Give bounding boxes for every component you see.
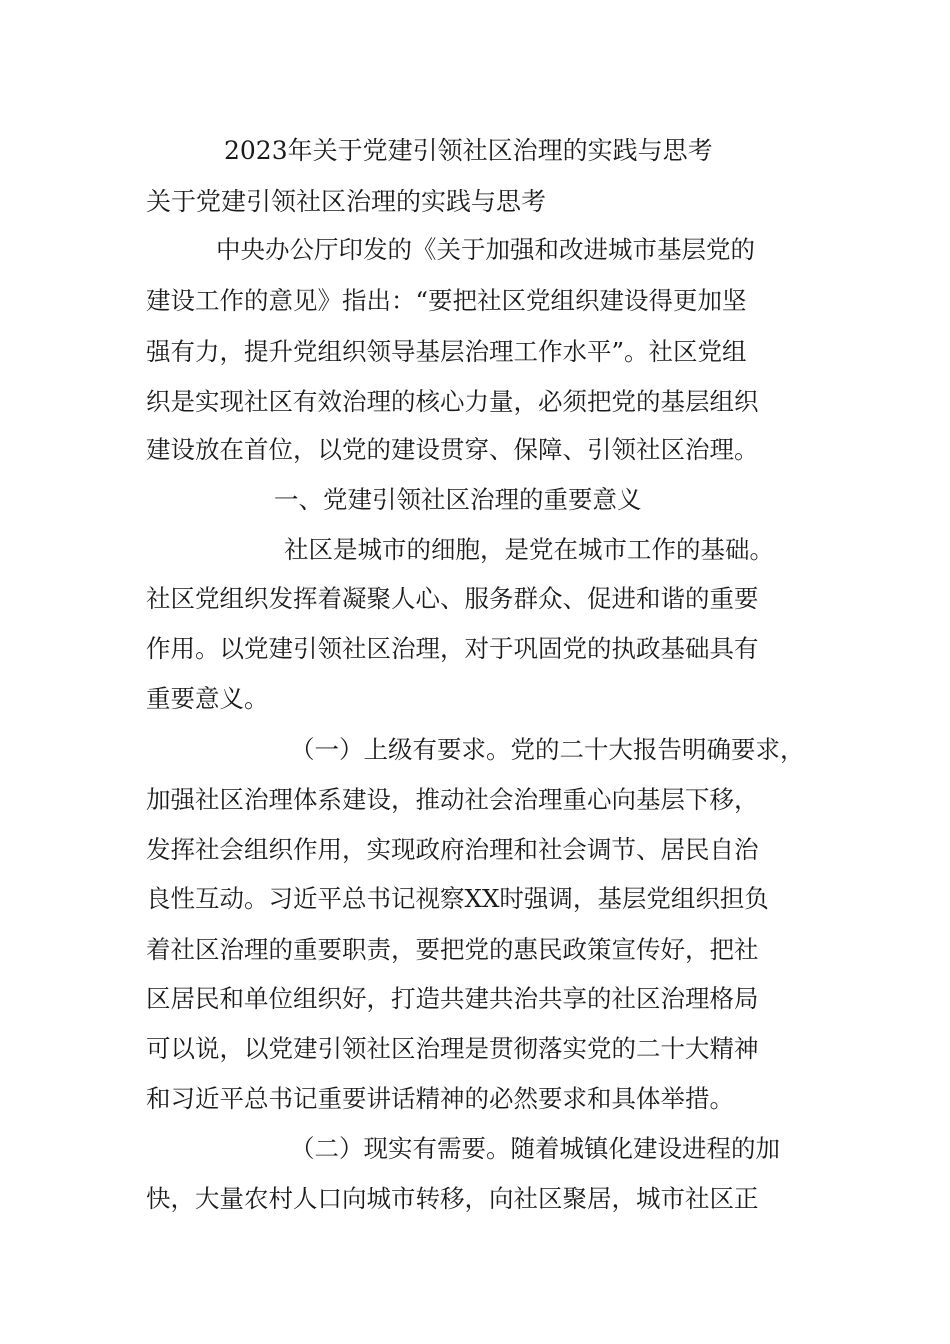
paragraph-line: 强有力，提升党组织领导基层治理工作水平”。社区党组	[146, 337, 747, 366]
paragraph-line: 可以说，以党建引领社区治理是贯彻落实党的二十大精神	[146, 1034, 759, 1063]
paragraph-line: 发挥社会组织作用，实现政府治理和社会调节、居民自治	[146, 835, 759, 864]
paragraph-line: 良性互动。习近平总书记视察XX时强调，基层党组织担负	[146, 884, 769, 913]
paragraph-line: 和习近平总书记重要讲话精神的必然要求和具体举措。	[146, 1084, 734, 1113]
paragraph-line: 作用。以党建引领社区治理，对于巩固党的执政基础具有	[146, 634, 759, 663]
paragraph-line: 快，大量农村人口向城市转移，向社区聚居，城市社区正	[146, 1184, 759, 1213]
subsection-line: （一）上级有要求。党的二十大报告明确要求，	[290, 735, 805, 764]
subsection-line: （二）现实有需要。随着城镇化建设进程的加	[290, 1134, 780, 1163]
paragraph-line: 建设工作的意见》指出：“要把社区党组织建设得更加坚	[146, 286, 747, 315]
paragraph-line: 社区是城市的细胞，是党在城市工作的基础。	[284, 535, 774, 564]
paragraph-line: 加强社区治理体系建设，推动社会治理重心向基层下移，	[146, 785, 759, 814]
document-subtitle: 关于党建引领社区治理的实践与思考	[146, 187, 547, 216]
paragraph-line: 重要意义。	[146, 684, 269, 713]
paragraph-line: 建设放在首位，以党的建设贯穿、保障、引领社区治理。	[146, 435, 759, 464]
paragraph-line: 织是实现社区有效治理的核心力量，必须把党的基层组织	[146, 387, 759, 416]
document-title: 2023年关于党建引领社区治理的实践与思考	[224, 136, 713, 165]
paragraph-line: 中央办公厅印发的《关于加强和改进城市基层党的	[216, 235, 755, 264]
paragraph-line: 区居民和单位组织好，打造共建共治共享的社区治理格局	[146, 984, 759, 1013]
section-heading: 一、党建引领社区治理的重要意义	[274, 485, 642, 514]
paragraph-line: 着社区治理的重要职责，要把党的惠民政策宣传好，把社	[146, 935, 759, 964]
paragraph-line: 社区党组织发挥着凝聚人心、服务群众、促进和谐的重要	[146, 584, 759, 613]
